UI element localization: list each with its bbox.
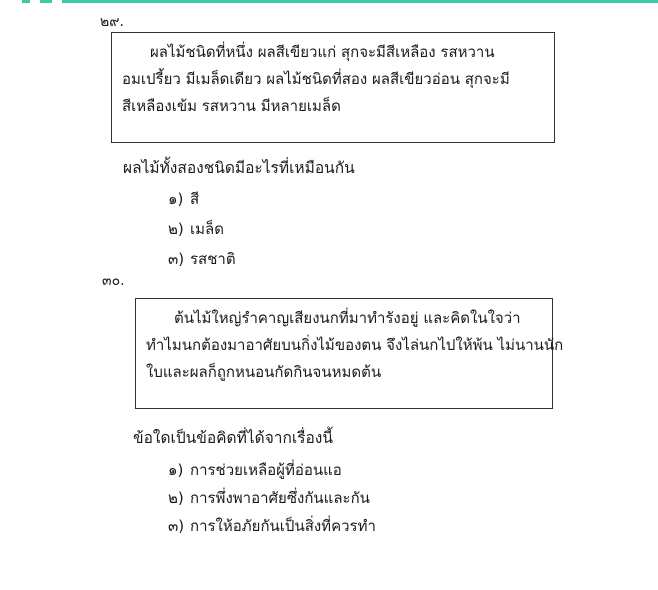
question-29-passage-box <box>111 32 555 143</box>
passage-line: อมเปรี้ยว มีเมล็ดเดียว ผลไม้ชนิดที่สอง ผลสีเขียวอ่อน สุกจะมี <box>122 70 510 88</box>
passage-line: ทำไมนกต้องมาอาศัยบนกิ่งไม้ของตน จึงไล่นกไปให้พ้น ไม่นานนัก <box>146 336 564 354</box>
question-30-passage-box <box>135 298 564 409</box>
top-accent-tick <box>22 0 30 3</box>
option-text: การช่วยเหลือผู้ที่อ่อนแอ <box>190 461 342 479</box>
question-30-option-1[interactable] <box>168 460 342 480</box>
question-29-number: ๒๙. <box>100 14 124 30</box>
question-30-number: ๓๐. <box>102 273 125 289</box>
passage-line: ใบและผลก็ถูกหนอนกัดกินจนหมดต้น <box>146 363 382 381</box>
option-text: การพึ่งพาอาศัยซึ่งกันและกัน <box>190 489 370 507</box>
option-number: ๓) <box>168 517 185 535</box>
passage-line: ผลไม้ชนิดที่หนึ่ง ผลสีเขียวแก่ สุกจะมีสีเหลือง รสหวาน <box>150 43 495 61</box>
question-30-prompt: ข้อใดเป็นข้อคิดที่ได้จากเรื่องนี้ <box>133 429 333 447</box>
passage-line: ต้นไม้ใหญ่รำคาญเสียงนกที่มาทำรังอยู่ และคิดในใจว่า <box>174 309 521 327</box>
option-text: รสชาติ <box>190 250 236 268</box>
top-accent-bar <box>62 0 658 3</box>
question-30-option-3[interactable] <box>168 516 376 536</box>
question-29-option-2[interactable] <box>168 219 224 239</box>
passage-line: สีเหลืองเข้ม รสหวาน มีหลายเมล็ด <box>122 97 341 115</box>
option-number: ๑) <box>168 190 184 208</box>
question-29-prompt: ผลไม้ทั้งสองชนิดมีอะไรที่เหมือนกัน <box>123 159 355 177</box>
question-29-option-3[interactable] <box>168 249 236 269</box>
option-text: สี <box>190 190 200 208</box>
question-29-option-1[interactable] <box>168 189 199 209</box>
option-number: ๒) <box>168 489 184 507</box>
question-30-option-2[interactable] <box>168 488 370 508</box>
top-accent-tick <box>40 0 52 3</box>
option-number: ๒) <box>168 220 184 238</box>
option-text: เมล็ด <box>190 220 224 238</box>
option-text: การให้อภัยกันเป็นสิ่งที่ควรทำ <box>190 517 376 535</box>
option-number: ๓) <box>168 250 185 268</box>
option-number: ๑) <box>168 461 184 479</box>
